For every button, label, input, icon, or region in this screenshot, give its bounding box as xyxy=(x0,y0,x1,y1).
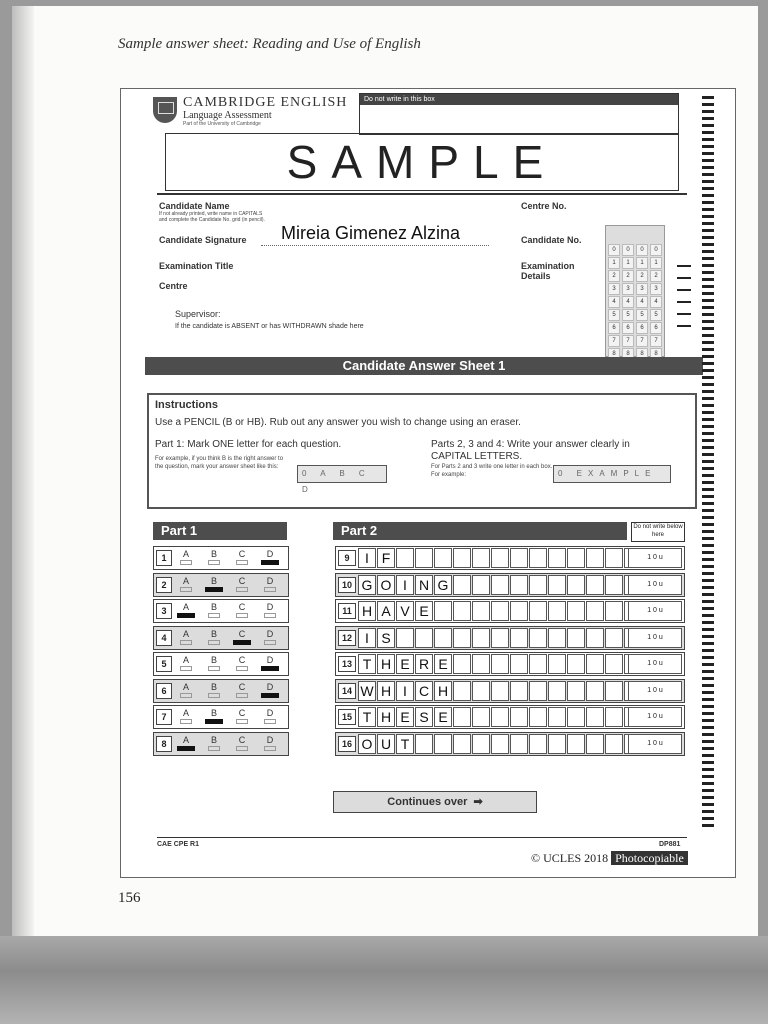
part1-header: Part 1 xyxy=(153,522,287,540)
digit-bubble[interactable]: 6 xyxy=(636,322,648,334)
letter-boxes[interactable] xyxy=(358,654,643,672)
digit-bubble[interactable]: 0 xyxy=(636,244,648,256)
letter-cell[interactable] xyxy=(453,707,471,727)
digit-bubble[interactable]: 1 xyxy=(622,257,634,269)
candidate-signature-label: Candidate Signature xyxy=(159,235,247,245)
candidate-name-label: Candidate Name xyxy=(159,201,230,211)
logo-line2: Language Assessment xyxy=(183,110,272,121)
letter-cell[interactable]: F xyxy=(377,548,395,568)
option-d[interactable]: D xyxy=(260,629,280,645)
digit-column[interactable] xyxy=(608,244,620,374)
do-not-write-label: Do not write in this box xyxy=(360,94,678,105)
letter-cell[interactable] xyxy=(605,575,623,595)
option-c[interactable]: C xyxy=(232,629,252,645)
question-number: 16 xyxy=(338,736,356,752)
do-not-write-below: Do not write below here xyxy=(631,522,685,542)
letter-cell[interactable]: R xyxy=(415,654,433,674)
letter-cell[interactable] xyxy=(605,628,623,648)
digit-bubble[interactable]: 5 xyxy=(650,309,662,321)
letter-cell[interactable] xyxy=(453,654,471,674)
digit-bubble[interactable]: 6 xyxy=(608,322,620,334)
letter-cell[interactable] xyxy=(415,628,433,648)
question-number: 7 xyxy=(156,709,172,725)
letter-cell[interactable] xyxy=(548,707,566,727)
part1-question-row xyxy=(153,573,289,597)
letter-cell[interactable]: E xyxy=(415,601,433,621)
letter-cell[interactable] xyxy=(510,628,528,648)
score-box: 1 0 u xyxy=(628,707,682,727)
part1-question-row xyxy=(153,732,289,756)
answer-sheet xyxy=(120,88,736,878)
part1-example-box: 0 A B C D xyxy=(297,465,387,483)
letter-cell[interactable] xyxy=(510,575,528,595)
option-b[interactable]: B xyxy=(204,576,224,592)
letter-cell[interactable] xyxy=(529,575,547,595)
exam-details-ticks xyxy=(677,265,691,337)
letter-cell[interactable]: T xyxy=(396,734,414,754)
option-c[interactable]: C xyxy=(232,735,252,751)
letter-cell[interactable] xyxy=(567,601,585,621)
page-number: 156 xyxy=(118,890,141,906)
digit-bubble[interactable]: 4 xyxy=(636,296,648,308)
letter-cell[interactable] xyxy=(491,734,509,754)
letter-cell[interactable] xyxy=(529,654,547,674)
letter-cell[interactable]: G xyxy=(358,575,376,595)
letter-cell[interactable] xyxy=(472,707,490,727)
footer-divider xyxy=(157,837,687,838)
letter-cell[interactable] xyxy=(510,734,528,754)
instructions-title: Instructions xyxy=(155,399,218,411)
letter-cell[interactable]: U xyxy=(377,734,395,754)
letter-cell[interactable]: O xyxy=(358,734,376,754)
letter-boxes[interactable] xyxy=(358,681,643,699)
letter-cell[interactable] xyxy=(567,734,585,754)
part2-question-row xyxy=(335,705,685,729)
letter-cell[interactable] xyxy=(472,628,490,648)
letter-cell[interactable]: V xyxy=(396,601,414,621)
letter-cell[interactable]: W xyxy=(358,681,376,701)
letter-cell[interactable] xyxy=(567,548,585,568)
footer-code-left: CAE CPE R1 xyxy=(157,841,200,848)
letter-cell[interactable] xyxy=(491,681,509,701)
parts234-instruction: Parts 2, 3 and 4: Write your answer clearly in CAPITAL LETTERS. xyxy=(431,439,630,462)
supervisor-label: Supervisor: xyxy=(175,309,221,319)
digit-bubble[interactable]: 3 xyxy=(636,283,648,295)
question-number: 4 xyxy=(156,630,172,646)
option-a[interactable]: A xyxy=(176,708,196,724)
letter-cell[interactable]: E xyxy=(396,707,414,727)
option-a[interactable]: A xyxy=(176,576,196,592)
part1-question-row xyxy=(153,546,289,570)
exam-title-label: Examination Title xyxy=(159,261,234,271)
letter-cell[interactable]: A xyxy=(377,601,395,621)
digit-bubble[interactable]: 1 xyxy=(650,257,662,269)
option-b[interactable]: B xyxy=(204,655,224,671)
letter-cell[interactable] xyxy=(586,707,604,727)
digit-bubble[interactable]: 5 xyxy=(608,309,620,321)
candidate-name-note: If not already printed, write name in CAPITALS and complete the Candidate No. grid (in pencil). xyxy=(159,211,265,223)
part2-question-row xyxy=(335,626,685,650)
letter-cell[interactable] xyxy=(529,681,547,701)
letter-cell[interactable]: C xyxy=(415,681,433,701)
question-number: 8 xyxy=(156,736,172,752)
letter-cell[interactable] xyxy=(605,654,623,674)
letter-cell[interactable] xyxy=(529,707,547,727)
letter-cell[interactable] xyxy=(567,575,585,595)
letter-cell[interactable] xyxy=(529,601,547,621)
centre-label: Centre xyxy=(159,281,188,291)
letter-cell[interactable] xyxy=(567,681,585,701)
letter-cell[interactable] xyxy=(434,734,452,754)
digit-bubble[interactable]: 4 xyxy=(650,296,662,308)
digit-bubble[interactable]: 8 xyxy=(608,348,620,360)
letter-boxes[interactable] xyxy=(358,575,643,593)
option-c[interactable]: C xyxy=(232,682,252,698)
part2-question-row xyxy=(335,652,685,676)
letter-cell[interactable] xyxy=(434,601,452,621)
letter-cell[interactable]: S xyxy=(377,628,395,648)
section-title: Candidate Answer Sheet 1 xyxy=(145,357,703,375)
letter-cell[interactable] xyxy=(548,601,566,621)
option-c[interactable]: C xyxy=(232,655,252,671)
digit-bubble[interactable]: 7 xyxy=(608,335,620,347)
part2-question-row xyxy=(335,573,685,597)
score-box: 1 0 u xyxy=(628,628,682,648)
letter-cell[interactable] xyxy=(605,601,623,621)
part2-question-row xyxy=(335,599,685,623)
letter-cell[interactable]: E xyxy=(396,654,414,674)
question-number: 5 xyxy=(156,656,172,672)
digit-bubble[interactable]: 1 xyxy=(636,257,648,269)
option-c[interactable]: C xyxy=(232,708,252,724)
letter-cell[interactable]: E xyxy=(434,654,452,674)
question-number: 15 xyxy=(338,709,356,725)
letter-cell[interactable] xyxy=(548,681,566,701)
digit-column[interactable] xyxy=(622,244,634,374)
option-d[interactable]: D xyxy=(260,682,280,698)
crest-icon xyxy=(153,97,177,123)
letter-cell[interactable] xyxy=(586,548,604,568)
letter-cell[interactable] xyxy=(453,575,471,595)
letter-cell[interactable]: E xyxy=(434,707,452,727)
part1-question-row xyxy=(153,652,289,676)
digit-bubble[interactable]: 2 xyxy=(650,270,662,282)
timing-marks xyxy=(702,96,714,831)
option-c[interactable]: C xyxy=(232,549,252,565)
digit-bubble[interactable]: 3 xyxy=(650,283,662,295)
letter-cell[interactable]: I xyxy=(396,681,414,701)
score-box: 1 0 u xyxy=(628,575,682,595)
letter-cell[interactable] xyxy=(529,734,547,754)
letter-cell[interactable] xyxy=(529,628,547,648)
digit-bubble[interactable]: 8 xyxy=(636,348,648,360)
scan-background xyxy=(0,936,768,1024)
option-a[interactable]: A xyxy=(176,629,196,645)
letter-cell[interactable] xyxy=(453,548,471,568)
letter-cell[interactable] xyxy=(491,707,509,727)
letter-cell[interactable]: N xyxy=(415,575,433,595)
digit-bubble[interactable]: 3 xyxy=(608,283,620,295)
candidate-number-grid[interactable] xyxy=(605,225,665,357)
digit-bubble[interactable]: 0 xyxy=(622,244,634,256)
letter-cell[interactable] xyxy=(567,628,585,648)
instructions-box xyxy=(147,393,697,509)
letter-cell[interactable] xyxy=(586,734,604,754)
letter-cell[interactable]: I xyxy=(358,628,376,648)
letter-cell[interactable]: T xyxy=(358,654,376,674)
score-box: 1 0 u xyxy=(628,654,682,674)
option-d[interactable]: D xyxy=(260,655,280,671)
parts234-example-text: For Parts 2 and 3 write one letter in each box. For example: xyxy=(431,464,553,478)
cambridge-logo xyxy=(153,95,353,127)
option-b[interactable]: B xyxy=(204,735,224,751)
letter-cell[interactable] xyxy=(605,681,623,701)
option-d[interactable]: D xyxy=(260,708,280,724)
logo-line1: CAMBRIDGE ENGLISH xyxy=(183,95,348,110)
digit-bubble[interactable]: 2 xyxy=(636,270,648,282)
score-box: 1 0 u xyxy=(628,734,682,754)
letter-boxes[interactable] xyxy=(358,707,643,725)
letter-cell[interactable] xyxy=(396,628,414,648)
exam-details-label: Examination Details xyxy=(521,261,575,281)
letter-cell[interactable] xyxy=(586,681,604,701)
letter-cell[interactable]: O xyxy=(377,575,395,595)
letter-cell[interactable] xyxy=(453,681,471,701)
part2-header: Part 2 xyxy=(333,522,627,540)
letter-cell[interactable] xyxy=(453,628,471,648)
part2-question-row xyxy=(335,732,685,756)
option-d[interactable]: D xyxy=(260,602,280,618)
digit-bubble[interactable]: 2 xyxy=(608,270,620,282)
option-d[interactable]: D xyxy=(260,549,280,565)
letter-cell[interactable] xyxy=(453,734,471,754)
footer-code-right: DP881 xyxy=(659,841,681,848)
letter-cell[interactable]: H xyxy=(377,654,395,674)
letter-cell[interactable] xyxy=(548,734,566,754)
letter-cell[interactable] xyxy=(586,654,604,674)
question-number: 11 xyxy=(338,603,356,619)
letter-cell[interactable] xyxy=(491,575,509,595)
part1-example-text: For example, if you think B is the right answer to the question, mark your answer sheet like this: xyxy=(155,456,284,470)
letter-cell[interactable] xyxy=(491,601,509,621)
digit-bubble[interactable]: 4 xyxy=(622,296,634,308)
photocopiable-badge: Photocopiable xyxy=(611,851,688,865)
letter-cell[interactable] xyxy=(510,681,528,701)
option-c[interactable]: C xyxy=(232,576,252,592)
part1-question-row xyxy=(153,626,289,650)
digit-bubble[interactable]: 0 xyxy=(608,244,620,256)
option-a[interactable]: A xyxy=(176,735,196,751)
letter-cell[interactable]: G xyxy=(434,575,452,595)
digit-bubble[interactable]: 6 xyxy=(650,322,662,334)
letter-cell[interactable] xyxy=(548,628,566,648)
letter-cell[interactable]: H xyxy=(377,681,395,701)
letter-cell[interactable]: H xyxy=(377,707,395,727)
letter-cell[interactable] xyxy=(586,628,604,648)
copyright-line: © UCLES 2018 Photocopiable xyxy=(531,851,688,866)
digit-bubble[interactable]: 7 xyxy=(636,335,648,347)
letter-cell[interactable] xyxy=(434,628,452,648)
digit-bubble[interactable]: 4 xyxy=(608,296,620,308)
digit-bubble[interactable]: 8 xyxy=(650,348,662,360)
letter-cell[interactable] xyxy=(605,707,623,727)
letter-cell[interactable] xyxy=(529,548,547,568)
score-box: 1 0 u xyxy=(628,681,682,701)
letter-cell[interactable] xyxy=(567,654,585,674)
option-b[interactable]: B xyxy=(204,602,224,618)
letter-cell[interactable] xyxy=(415,548,433,568)
question-number: 1 xyxy=(156,550,172,566)
letter-cell[interactable]: I xyxy=(358,548,376,568)
running-head: Sample answer sheet: Reading and Use of English xyxy=(118,36,421,52)
score-box: 1 0 u xyxy=(628,548,682,568)
digit-bubble[interactable]: 6 xyxy=(622,322,634,334)
letter-cell[interactable] xyxy=(510,601,528,621)
do-not-write-box xyxy=(359,93,679,135)
continues-over-button: Continues over ➡ xyxy=(333,791,537,813)
letter-cell[interactable] xyxy=(605,548,623,568)
letter-cell[interactable] xyxy=(396,548,414,568)
divider xyxy=(157,193,687,195)
letter-cell[interactable] xyxy=(472,681,490,701)
option-a[interactable]: A xyxy=(176,602,196,618)
digit-bubble[interactable]: 0 xyxy=(650,244,662,256)
question-number: 14 xyxy=(338,683,356,699)
letter-cell[interactable] xyxy=(548,548,566,568)
option-c[interactable]: C xyxy=(232,602,252,618)
letter-cell[interactable] xyxy=(510,654,528,674)
score-box: 1 0 u xyxy=(628,601,682,621)
letter-cell[interactable] xyxy=(510,548,528,568)
part1-question-row xyxy=(153,599,289,623)
part1-instruction: Part 1: Mark ONE letter for each question. xyxy=(155,439,342,450)
option-a[interactable]: A xyxy=(176,682,196,698)
letter-cell[interactable] xyxy=(472,575,490,595)
centre-no-label: Centre No. xyxy=(521,201,567,211)
signature-line xyxy=(261,245,489,246)
question-number: 13 xyxy=(338,656,356,672)
question-number: 10 xyxy=(338,577,356,593)
logo-line3: Part of the University of Cambridge xyxy=(183,121,261,127)
digit-bubble[interactable]: 2 xyxy=(622,270,634,282)
digit-bubble[interactable]: 1 xyxy=(608,257,620,269)
sample-box xyxy=(165,133,679,191)
letter-cell[interactable] xyxy=(491,628,509,648)
instructions-line1: Use a PENCIL (B or HB). Rub out any answer you wish to change using an eraser. xyxy=(155,417,521,428)
option-a[interactable]: A xyxy=(176,655,196,671)
option-a[interactable]: A xyxy=(176,549,196,565)
letter-cell[interactable] xyxy=(472,734,490,754)
letter-boxes[interactable] xyxy=(358,601,643,619)
digit-bubble[interactable]: 3 xyxy=(622,283,634,295)
letter-cell[interactable] xyxy=(605,734,623,754)
option-b[interactable]: B xyxy=(204,708,224,724)
letter-cell[interactable] xyxy=(586,601,604,621)
letter-cell[interactable] xyxy=(548,654,566,674)
question-number: 6 xyxy=(156,683,172,699)
part1-question-row xyxy=(153,679,289,703)
question-number: 12 xyxy=(338,630,356,646)
supervisor-note: If the candidate is ABSENT or has WITHDRAWN shade here xyxy=(175,323,364,330)
letter-cell[interactable] xyxy=(510,707,528,727)
letter-cell[interactable] xyxy=(548,575,566,595)
question-number: 2 xyxy=(156,577,172,593)
letter-cell[interactable] xyxy=(586,575,604,595)
letter-cell[interactable]: T xyxy=(358,707,376,727)
letter-boxes[interactable] xyxy=(358,628,643,646)
letter-cell[interactable] xyxy=(472,548,490,568)
question-number: 9 xyxy=(338,550,356,566)
letter-cell[interactable] xyxy=(567,707,585,727)
digit-bubble[interactable]: 5 xyxy=(636,309,648,321)
digit-bubble[interactable]: 5 xyxy=(622,309,634,321)
letter-cell[interactable] xyxy=(453,601,471,621)
digit-bubble[interactable]: 7 xyxy=(650,335,662,347)
part2-question-row xyxy=(335,546,685,570)
digit-column[interactable] xyxy=(636,244,648,374)
question-number: 3 xyxy=(156,603,172,619)
option-d[interactable]: D xyxy=(260,576,280,592)
letter-cell[interactable] xyxy=(472,601,490,621)
option-b[interactable]: B xyxy=(204,549,224,565)
candidate-no-label: Candidate No. xyxy=(521,235,582,245)
letter-boxes[interactable] xyxy=(358,734,643,752)
letter-cell[interactable] xyxy=(472,654,490,674)
candidate-signature-value: Mireia Gimenez Alzina xyxy=(281,223,461,243)
sample-label: SAMPLE xyxy=(286,136,558,188)
letter-cell[interactable]: I xyxy=(396,575,414,595)
letter-cell[interactable] xyxy=(415,734,433,754)
digit-bubble[interactable]: 8 xyxy=(622,348,634,360)
letter-cell[interactable]: H xyxy=(358,601,376,621)
letter-cell[interactable]: H xyxy=(434,681,452,701)
parts234-example-box: 0 EXAMPLE xyxy=(553,465,671,483)
letter-cell[interactable] xyxy=(434,548,452,568)
letter-cell[interactable]: S xyxy=(415,707,433,727)
part2-question-row xyxy=(335,679,685,703)
part1-question-row xyxy=(153,705,289,729)
page-gutter xyxy=(12,6,34,936)
letter-cell[interactable] xyxy=(491,654,509,674)
letter-boxes[interactable] xyxy=(358,548,643,566)
option-b[interactable]: B xyxy=(204,629,224,645)
digit-bubble[interactable]: 7 xyxy=(622,335,634,347)
option-b[interactable]: B xyxy=(204,682,224,698)
letter-cell[interactable] xyxy=(491,548,509,568)
digit-column[interactable] xyxy=(650,244,662,374)
option-d[interactable]: D xyxy=(260,735,280,751)
